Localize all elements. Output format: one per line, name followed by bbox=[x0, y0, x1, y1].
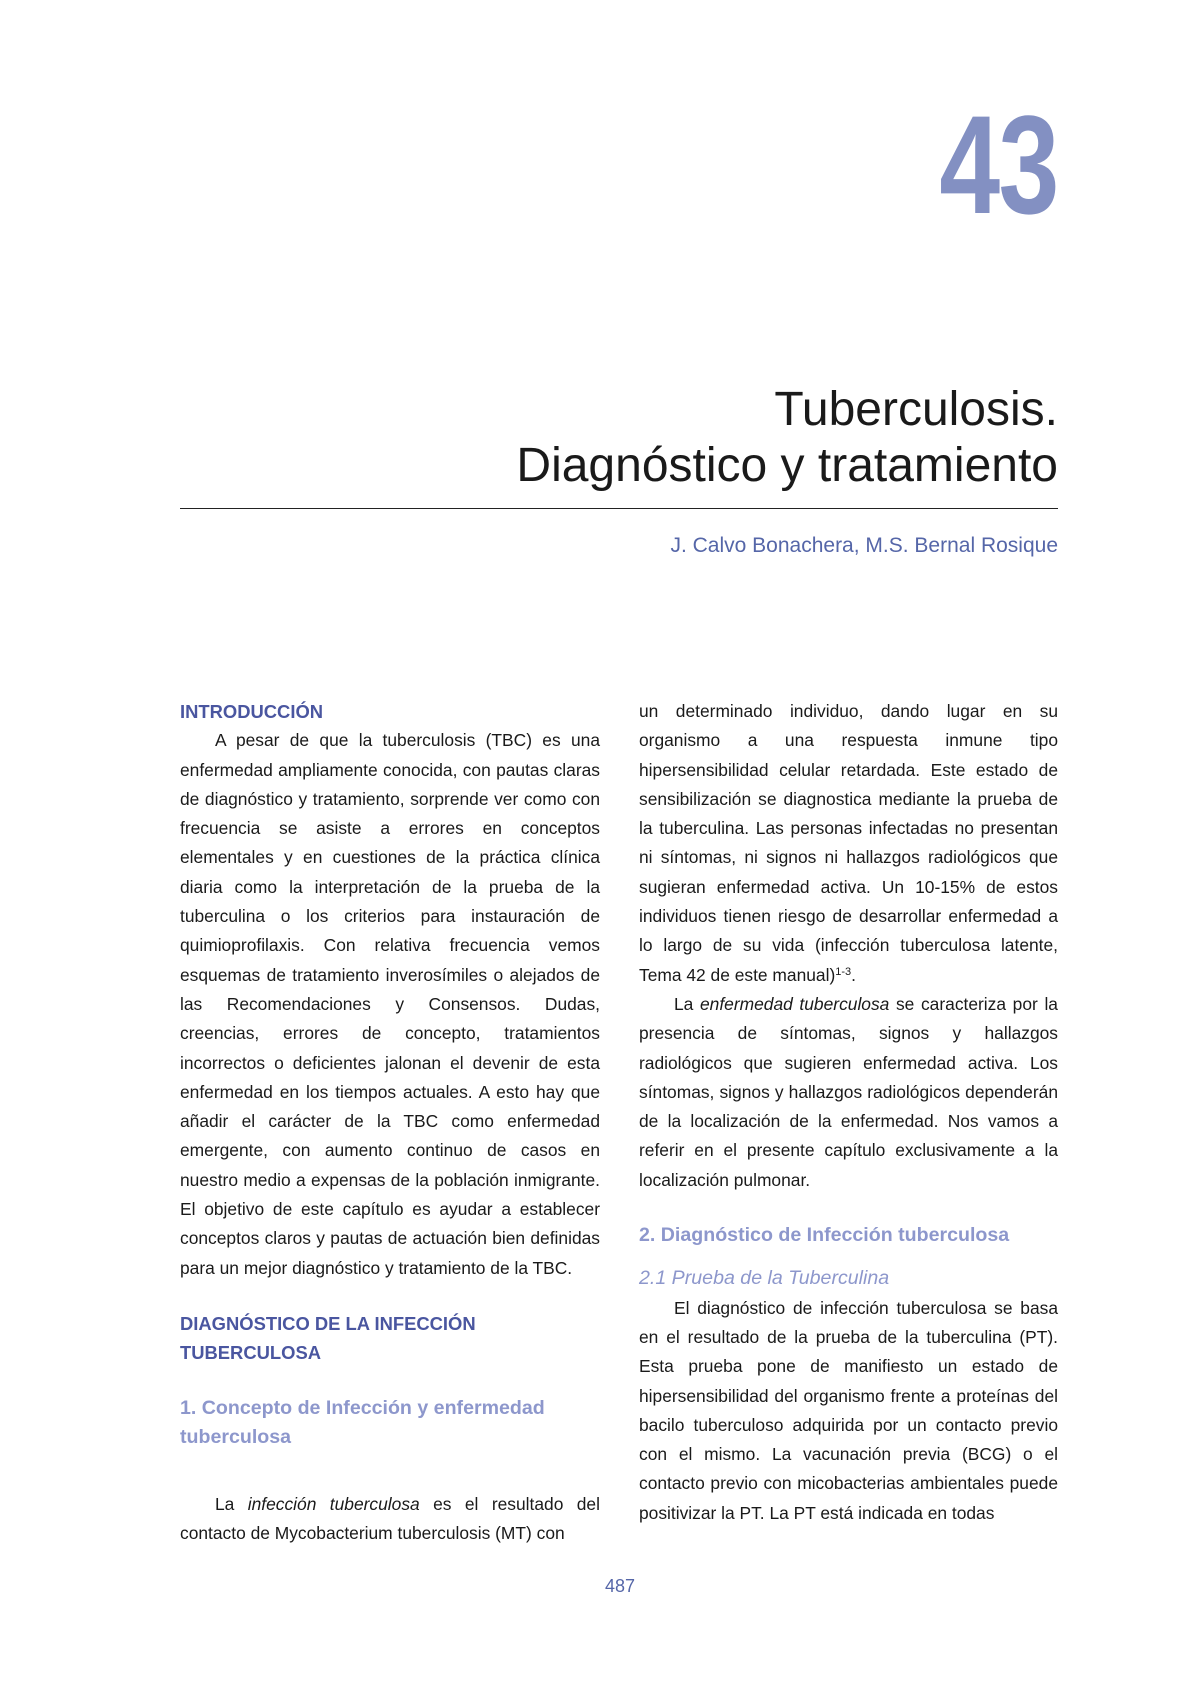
diagnosis-heading-line2: TUBERCULOSA bbox=[180, 1342, 321, 1364]
left-column bbox=[180, 697, 600, 1549]
infection-text: es el resultado del contacto de Mycobacterium tuberculosis (MT) con bbox=[180, 1494, 600, 1544]
infection-paragraph bbox=[180, 1490, 600, 1549]
continuation-paragraph bbox=[639, 697, 1058, 990]
concept-heading-line1: 1. Concepto de Infección y enfermedad bbox=[180, 1396, 545, 1419]
diagnosis-heading-line1: DIAGNÓSTICO DE LA INFECCIÓN bbox=[180, 1312, 476, 1334]
infection-prefix: La bbox=[215, 1494, 248, 1515]
concept-heading bbox=[180, 1394, 600, 1453]
right-column bbox=[639, 697, 1058, 1528]
authors: J. Calvo Bonachera, M.S. Bernal Rosique bbox=[670, 534, 1058, 557]
reference-superscript: 1-3 bbox=[835, 965, 852, 978]
disease-paragraph bbox=[639, 990, 1058, 1195]
title-divider bbox=[180, 508, 1058, 509]
diagnosis-heading bbox=[180, 1309, 600, 1368]
tuberculin-paragraph: El diagnóstico de infección tuberculosa se basa en el resultado de la prueba de la tuberculina (PT). Esta prueba pone de manifiesto un estado de hipersensibilidad del organismo frente a proteínas del bacilo tuberculoso adquirida por un contacto previo con el mismo. La vacunación previa (BCG) o el contacto previo con micobacterias ambientales puede positivizar la PT. La PT está indicada en todas bbox=[639, 1297, 1058, 1523]
chapter-title bbox=[516, 382, 1058, 494]
tuberculin-heading: 2.1 Prueba de la Tuberculina bbox=[639, 1267, 890, 1290]
chapter-title-line2: Diagnóstico y tratamiento bbox=[516, 439, 1058, 492]
infection-diagnosis-heading: 2. Diagnóstico de Infección tuberculosa bbox=[639, 1224, 1010, 1247]
chapter-number: 43 bbox=[939, 86, 1058, 243]
concept-heading-line2: tuberculosa bbox=[180, 1425, 292, 1448]
chapter-title-line1: Tuberculosis. bbox=[774, 383, 1058, 436]
page-number: 487 bbox=[604, 1576, 636, 1596]
intro-heading: INTRODUCCIÓN bbox=[180, 701, 324, 722]
disease-term: enfermedad tuberculosa bbox=[699, 993, 890, 1014]
continuation-text: un determinado individuo, dando lugar en su organismo a una respuesta inmune tipo hipersensibilidad celular retardada. Este estado de sensibilización se diagnostica mediante la prueba de la tuberculina. Las personas infectadas no presentan ni síntomas, ni signos ni hallazgos radiológicos que sugieran enfermedad activa. Un 10-15% de estos individuos tienen riesgo de desarrollar enfermedad a lo largo de su vida (infección tuberculosa latente, Tema 42 de este manual) bbox=[639, 701, 1058, 985]
disease-prefix: La bbox=[674, 993, 700, 1014]
continuation-end: . bbox=[851, 964, 856, 985]
disease-text: se caracteriza por la presencia de síntomas, signos y hallazgos radiológicos que sugieren enfermedad activa. Los síntomas, signos y hallazgos radiológicos dependerán de la localización de la enfermedad. Nos vamos a referir en el presente capítulo exclusivamente a la localización pulmonar. bbox=[639, 993, 1058, 1190]
intro-paragraph: A pesar de que la tuberculosis (TBC) es una enfermedad ampliamente conocida, con pautas claras de diagnóstico y tratamiento, sorprende ver como con frecuencia se asiste a errores en conceptos elementales y en cuestiones de la práctica clínica diaria como la interpretación de la prueba de la tuberculina o los criterios para instauración de quimioprofilaxis. Con relativa frecuencia vemos esquemas de tratamiento inverosímiles o alejados de las Recomendaciones y Consensos. Dudas, creencias, errores de concepto, tratamientos incorrectos o deficientes jalonan el devenir de esta enfermedad en los tiempos actuales. A esto hay que añadir el carácter de la TBC como enfermedad emergente, con aumento continuo de casos en nuestro medio a expensas de la población inmigrante. El objetivo de este capítulo es ayudar a establecer conceptos claros y pautas de actuación bien definidas para un mejor diagnóstico y tratamiento de la TBC. bbox=[180, 730, 600, 1278]
infection-term: infección tuberculosa bbox=[247, 1494, 420, 1515]
